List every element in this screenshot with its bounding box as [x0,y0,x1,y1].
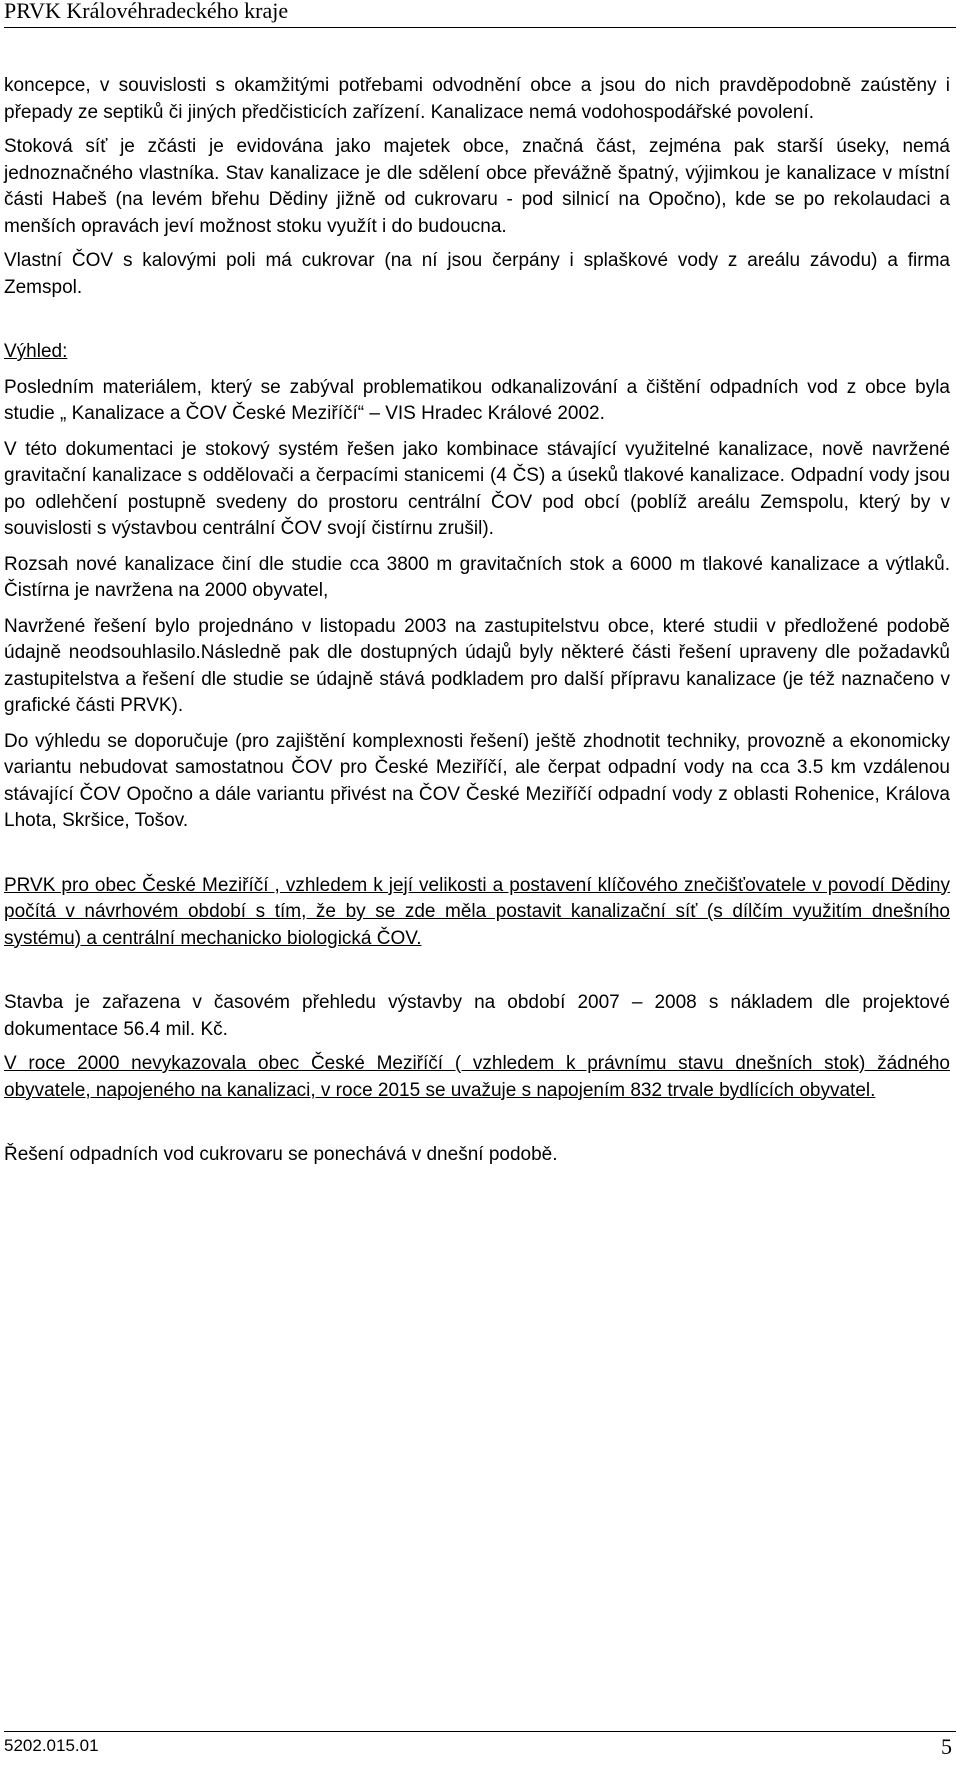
page-header [4,0,956,28]
page-number: 5 [941,1734,952,1759]
paragraph-sewer-network: Stoková síť je zčásti je evidována jako majetek obce, značná část, zejména pak starší úseky, nemá jednoznačného vlastníka. Stav kanalizace je dle sdělení obce převážně špatný, výjimkou je kanalizace v místní části Habeš (na levém břehu Dědiny jižně od cukrovaru - pod silnicí na Opočno), kde se po rekolaudaci a menších opravách jeví možnost stoku využít i do budoucna. [4,136,950,237]
paragraph-prvk-plan: PRVK pro obec České Meziříčí , vzhledem k její velikosti a postavení klíčového znečišťovatele v povodí Dědiny počítá v návrhovém období s tím, že by se zde měla postavit kanalizační síť (s dílčím využitím dnešního systému) a centrální mechanicko biologická ČOV. [4,874,950,949]
paragraph-scope: Rozsah nové kanalizace činí dle studie cca 3800 m gravitačních stok a 6000 m tlakové kanalizace a výtlaků. Čistírna je navržena na 2000 obyvatel, [4,553,950,601]
paragraph-connected-population: V roce 2000 nevykazovala obec České Meziříčí ( vzhledem k právnímu stavu dnešních stok) žádného obyvatele, napojeného na kanalizaci, v roce 2015 se uvažuje s napojením 832 trvale bydlících obyvatel. [4,1053,950,1101]
paragraph-sewer-concept: koncepce, v souvislosti s okamžitými potřebami odvodnění obce a jsou do nich pravděpodobně zaústěny i přepady ze septiků či jiných předčisticích zařízení. Kanalizace nemá vodohospodářské povolení. [4,75,950,123]
paragraph-sugar-factory: Řešení odpadních vod cukrovaru se ponechává v dnešní podobě. [4,1144,558,1165]
header-title: PRVK Královéhradeckého kraje [4,0,289,23]
section-heading-outlook: Výhled: [4,341,68,362]
paragraph-documentation: V této dokumentaci je stokový systém řešen jako kombinace stávající využitelné kanalizace, nově navržené gravitační kanalizace s oddělovači a čerpacími stanicemi (4 ČS) a úseků tlakové kanalizace. Odpadní vody jsou po odlehčení postupně svedeny do prostoru centrální ČOV pod obcí (poblíž areálu Zemspolu, který by v souvislosti s výstavbou centrální ČOV svojí čistírnu zrušil). [4,438,950,539]
paragraph-proposal: Navržené řešení bylo projednáno v listopadu 2003 na zastupitelstvu obce, které studii v předložené podobě údajně neodsouhlasilo.Následně pak dle dostupných údajů byly některé části řešení upraveny dle požadavků zastupitelstva a řešení dle studie se údajně stává podkladem pro další přípravu kanalizace (je též naznačeno v grafické části PRVK). [4,615,950,716]
paragraph-study: Posledním materiálem, který se zabýval problematikou odkanalizování a čištění odpadních vod z obce byla studie „ Kanalizace a ČOV České Meziříčí“ – VIS Hradec Králové 2002. [4,376,950,424]
document-body [4,73,950,1169]
paragraph-recommendation: Do výhledu se doporučuje (pro zajištění komplexnosti řešení) ještě zhodnotit techniky, provozně a ekonomicky variantu nebudovat samostatnou ČOV pro České Meziříčí, ale čerpat odpadní vody na cca 3.5 km vzdálenou stávající ČOV Opočno a dále variantu přivést na ČOV České Meziříčí odpadní vody z oblasti Rohenice, Králova Lhota, Skršice, Tošov. [4,730,950,831]
paragraph-construction-schedule: Stavba je zařazena v časovém přehledu výstavby na období 2007 – 2008 s nákladem dle projektové dokumentace 56.4 mil. Kč. [4,992,950,1040]
paragraph-own-wwtp: Vlastní ČOV s kalovými poli má cukrovar (na ní jsou čerpány i splaškové vody z areálu závodu) a firma Zemspol. [4,250,950,298]
document-code: 5202.015.01 [4,1736,99,1755]
page-footer [4,1731,956,1764]
